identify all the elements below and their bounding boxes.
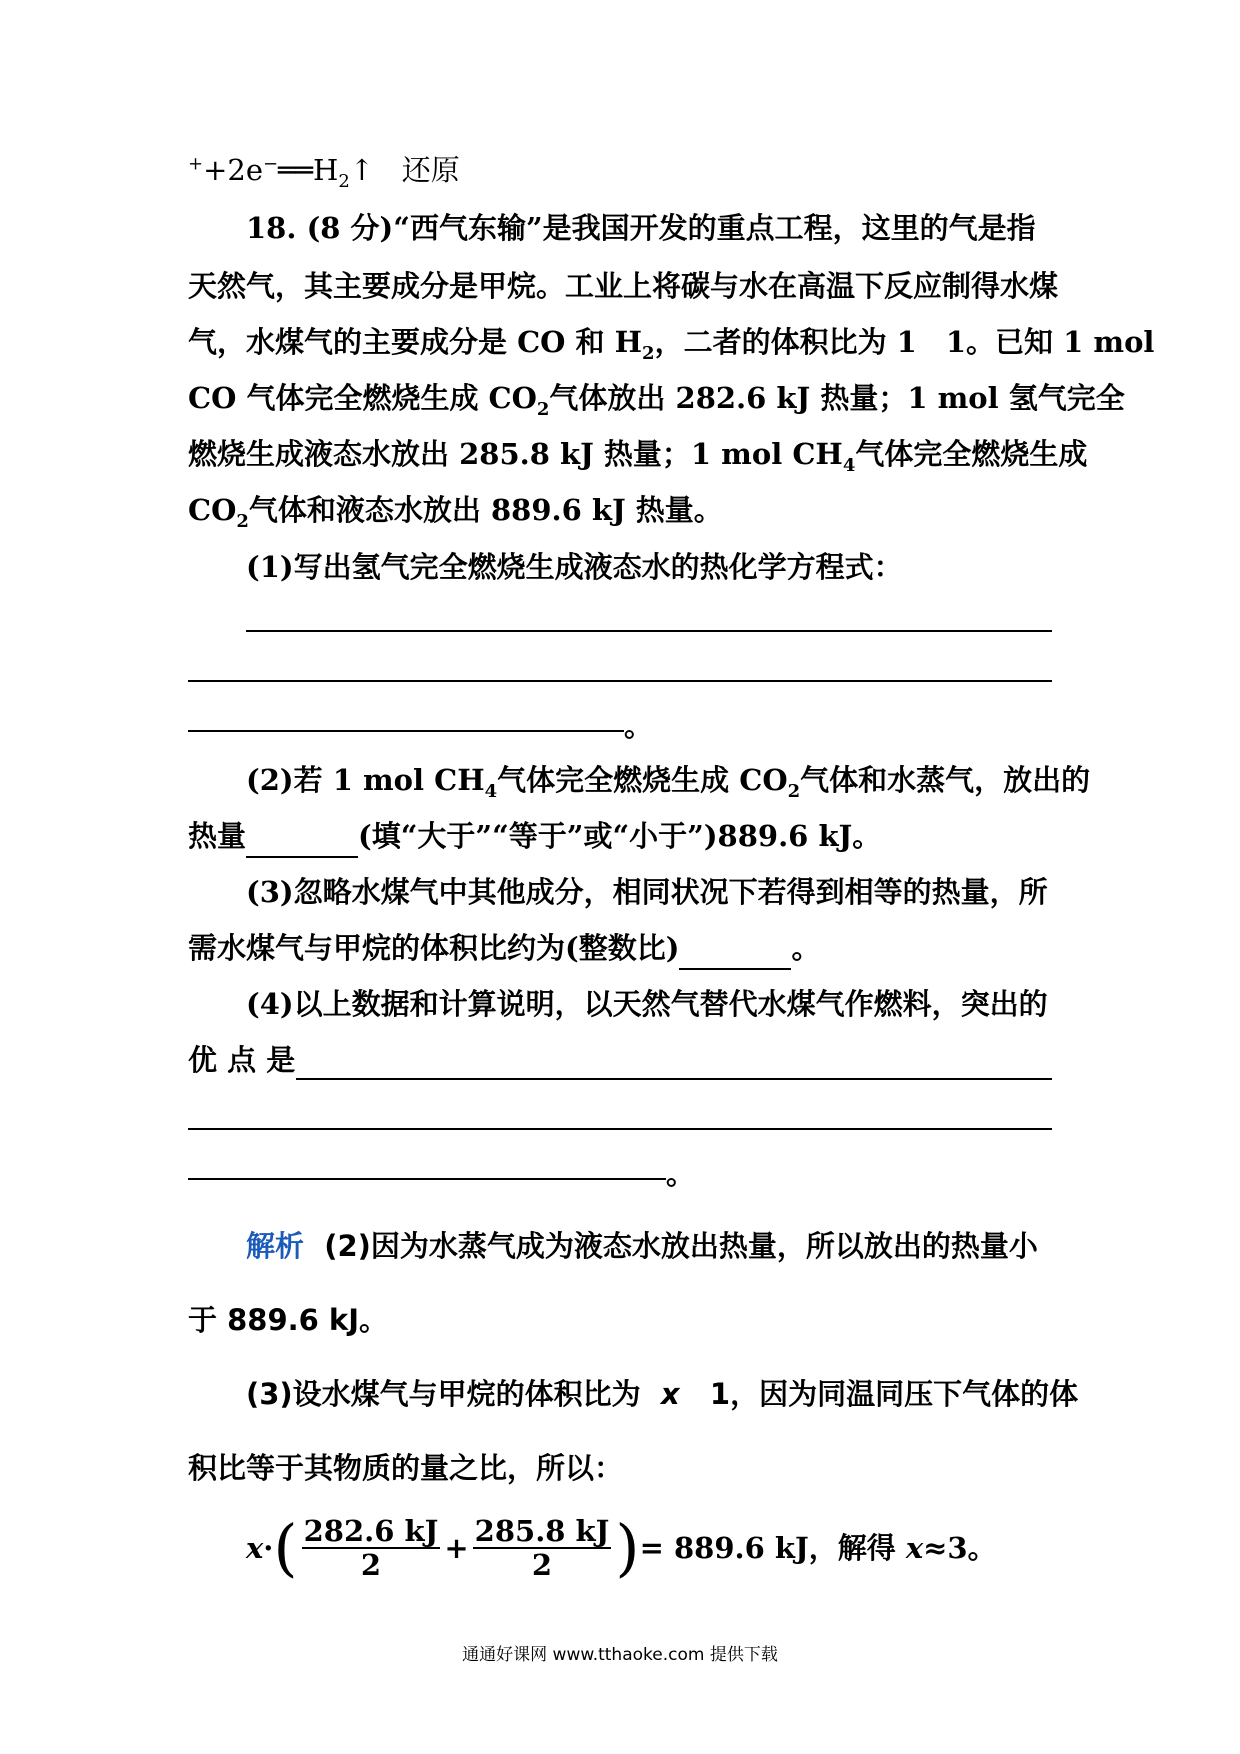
question-18-line3: 气，水煤气的主要成分是 CO 和 $H_2$，二者的体积比为 1 1。已知 1 mol bbox=[188, 325, 1155, 364]
answer-line bbox=[246, 630, 1052, 632]
analysis-formula: x · ( $\frac{282.6 kJ}{2}$ + $\frac{285.8 kJ}{2}$ ) = 889.6 kJ，解得 x ≈3。 bbox=[246, 1511, 997, 1584]
answer-line bbox=[188, 730, 624, 732]
part-2-line1: (2)若 1 mol $CH_4$气体完全燃烧生成 $CO_2$气体和水蒸气，放出的 bbox=[246, 763, 1091, 802]
analysis-line2: 于 889.6 kJ。 bbox=[188, 1303, 388, 1337]
answer-line bbox=[188, 680, 1052, 682]
analysis-line3: (3)设水煤气与甲烷的体积比为 x 1，因为同温同压下气体的体 bbox=[246, 1377, 1079, 1411]
question-number: 18. bbox=[246, 211, 297, 245]
part-3-line1: (3)忽略水煤气中其他成分，相同状况下若得到相等的热量，所 bbox=[246, 875, 1048, 909]
question-18-line4: CO 气体完全燃烧生成 $CO_2$气体放出 282.6 kJ 热量；1 mol 氢气完全 bbox=[188, 381, 1125, 420]
analysis-line4: 积比等于其物质的量之比，所以： bbox=[188, 1451, 624, 1485]
fraction: $\frac{282.6 kJ}{2}$ bbox=[303, 1514, 439, 1582]
question-18-line6: $CO_2$气体和液态水放出 889.6 kJ 热量。 bbox=[188, 493, 723, 532]
period: 。 bbox=[624, 709, 654, 743]
question-18-line1: 18. (8 分)“西气东输”是我国开发的重点工程，这里的气是指 bbox=[246, 211, 1036, 245]
answer-blank bbox=[679, 928, 791, 970]
analysis-label: 解析 bbox=[246, 1229, 305, 1263]
equation-fragment: $^++2e^-══H_2↑$ 还原 bbox=[188, 153, 460, 192]
answer-blank bbox=[246, 816, 358, 858]
period: 。 bbox=[666, 1157, 696, 1191]
question-18-line5: 燃烧生成液态水放出 285.8 kJ 热量；1 mol $CH_4$气体完全燃烧生成 bbox=[188, 437, 1088, 476]
part-1-prompt: (1)写出氢气完全燃烧生成液态水的热化学方程式： bbox=[246, 550, 903, 584]
answer-line bbox=[188, 1128, 1052, 1130]
part-3-line2: 需水煤气与甲烷的体积比约为(整数比) 。 bbox=[188, 928, 1056, 970]
part-4-line1: (4)以上数据和计算说明，以天然气替代水煤气作燃料，突出的 bbox=[246, 987, 1048, 1021]
question-score: (8 分) bbox=[306, 211, 394, 245]
analysis-line1: 解析 (2)因为水蒸气成为液态水放出热量，所以放出的热量小 bbox=[246, 1229, 1038, 1263]
answer-line bbox=[188, 1178, 666, 1180]
answer-line bbox=[296, 1078, 1052, 1080]
fraction: $\frac{285.8 kJ}{2}$ bbox=[474, 1514, 610, 1582]
part-2-line2: 热量 (填“大于”“等于”或“小于”)889.6 kJ。 bbox=[188, 816, 1056, 858]
part-4-line2: 优 点 是 bbox=[188, 1043, 296, 1077]
footer-text: 通通好课网 www.tthaoke.com 提供下载 bbox=[462, 1645, 778, 1665]
question-18-line2: 天然气，其主要成分是甲烷。工业上将碳与水在高温下反应制得水煤 bbox=[188, 269, 1059, 303]
